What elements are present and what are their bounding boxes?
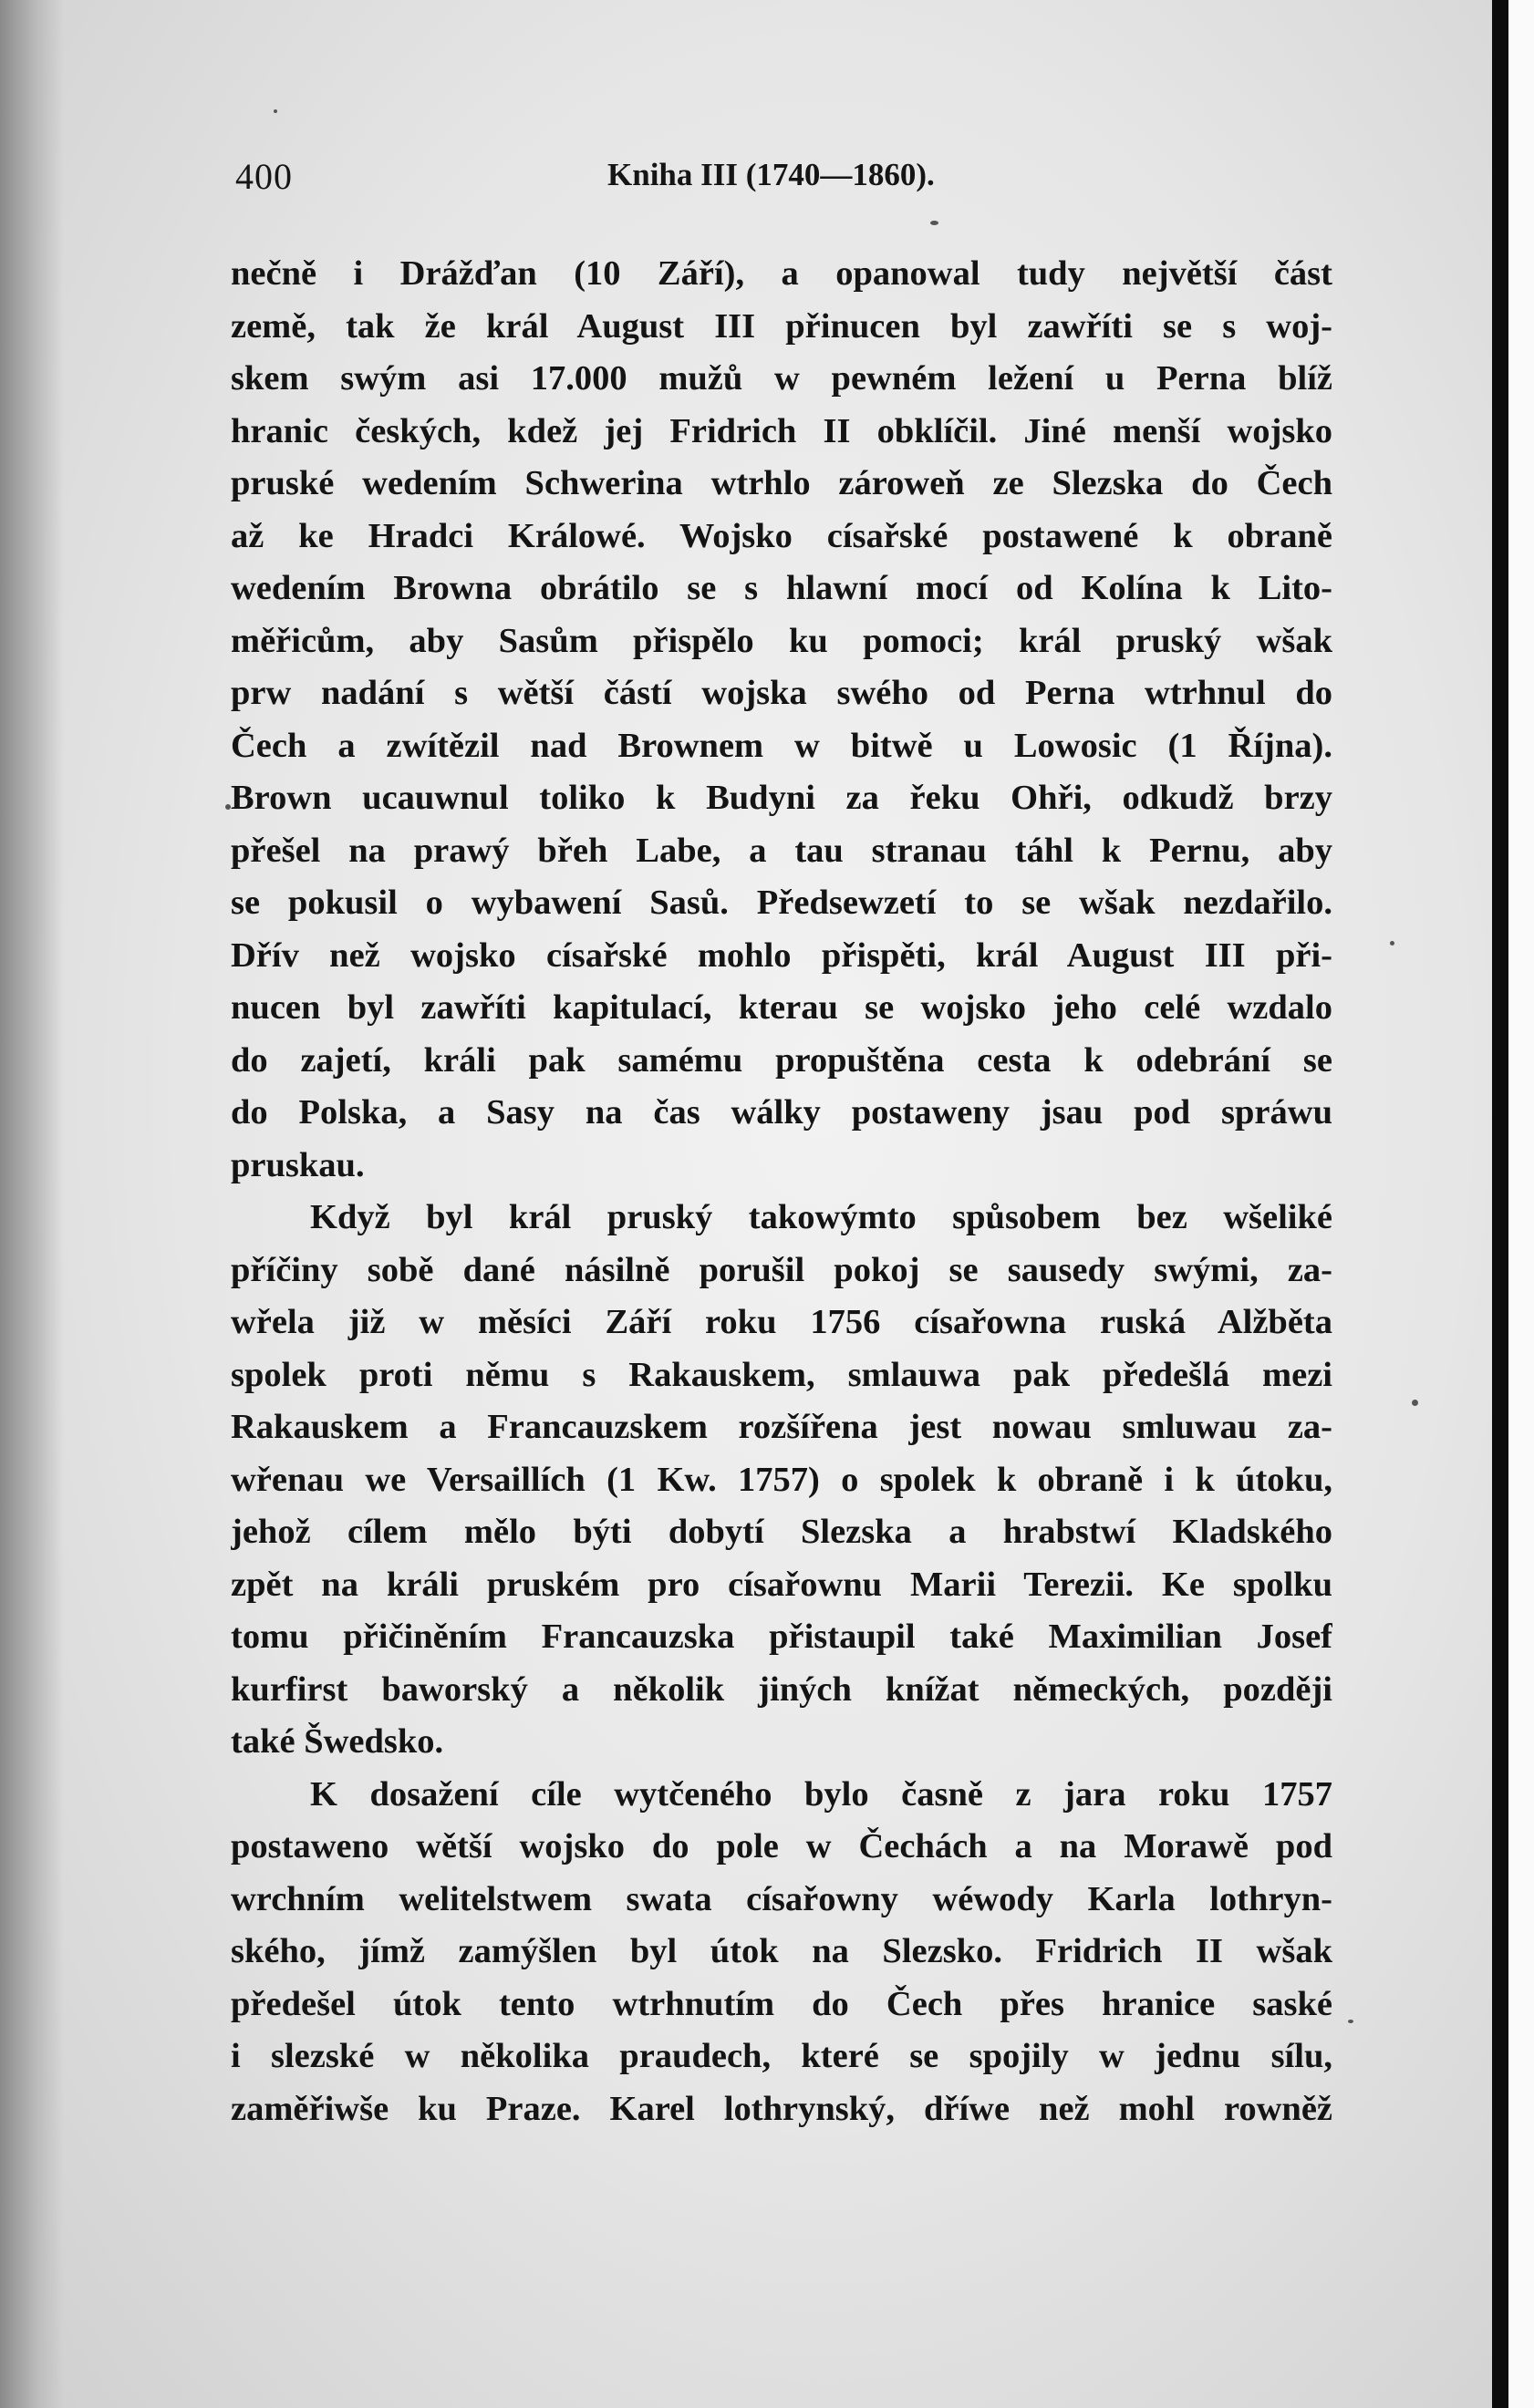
scan-speck xyxy=(1390,941,1394,946)
page-gutter-shadow xyxy=(0,0,64,2408)
scan-speck xyxy=(1348,2020,1353,2023)
text-line: nečně i Drážďan (10 Září), a opanowal tudy největší část xyxy=(231,254,1332,293)
scan-speck xyxy=(930,221,938,225)
text-line: Když byl král pruský takowýmto spůsobem bez wšeliké xyxy=(310,1198,1332,1236)
scan-speck xyxy=(225,804,231,810)
text-line: přešel na prawý břeh Labe, a tau stranau táhl k Pernu, aby xyxy=(231,831,1332,870)
text-line: země, tak že král August III přinucen byl zawříti se s woj- xyxy=(231,306,1332,346)
text-line: zaměřiwše ku Praze. Karel lothrynský, dříwe než mohl rowněž xyxy=(231,2089,1332,2128)
text-line: do Polska, a Sasy na čas wálky postaweny jsau pod spráwu xyxy=(231,1093,1332,1132)
text-line: K dosažení cíle wytčeného bylo časně z jara roku 1757 xyxy=(310,1774,1332,1814)
text-line: příčiny sobě dané násilně porušil pokoj se sausedy swými, za- xyxy=(231,1250,1332,1289)
text-line: také Šwedsko. xyxy=(231,1722,444,1761)
text-line: wřenau we Versaillích (1 Kw. 1757) o spolek k obraně i k útoku, xyxy=(231,1460,1332,1499)
text-line: jehož cílem mělo býti dobytí Slezska a hrabstwí Kladského xyxy=(231,1513,1332,1551)
text-line: wrchním welitelstwem swata císařowny wéwody Karla lothryn- xyxy=(231,1879,1332,1918)
text-line: spolek proti němu s Rakauskem, smlauwa pak předešlá mezi xyxy=(231,1355,1332,1394)
text-line: nucen byl zawříti kapitulací, kterau se wojsko jeho celé wzdalo xyxy=(231,988,1332,1027)
text-line: postaweno wětší wojsko do pole w Čechách a na Morawě pod xyxy=(231,1827,1332,1865)
text-line: měřicům, aby Sasům přispělo ku pomoci; král pruský wšak xyxy=(231,621,1332,660)
text-line: až ke Hradci Králowé. Wojsko císařské postawené k obraně xyxy=(231,516,1332,555)
text-line: skem swým asi 17.000 mužů w pewném ležení u Perna blíž xyxy=(231,359,1332,398)
text-line: Brown ucauwnul toliko k Budyni za řeku Ohři, odkudž brzy xyxy=(231,779,1332,817)
text-line: se pokusil o wybawení Sasů. Předsewzetí to se wšak nezdařilo. xyxy=(231,884,1332,922)
page-number: 400 xyxy=(235,156,293,197)
text-line: wedením Browna obrátilo se s hlawní mocí od Kolína k Lito- xyxy=(231,569,1332,607)
text-line: Čech a zwítězil nad Brownem w bitwě u Lowosic (1 Října). xyxy=(231,726,1332,765)
text-line: pruské wedením Schwerina wtrhlo zároweň ze Slezska do Čech xyxy=(231,464,1332,502)
text-line: ského, jímž zamýšlen byl útok na Slezsko. Fridrich II wšak xyxy=(231,1932,1332,1970)
text-line: Dřív než wojsko císařské mohlo přispěti, král August III při- xyxy=(231,935,1332,975)
text-line: pruskau. xyxy=(231,1145,365,1184)
running-title: Kniha III (1740—1860). xyxy=(607,157,935,192)
text-line: zpět na králi pruském pro císařownu Marii Terezii. Ke spolku xyxy=(231,1565,1332,1604)
text-line: kurfirst baworský a několik jiných knížat německých, později xyxy=(231,1669,1332,1709)
text-line: i slezské w několika praudech, které se spojily w jednu sílu, xyxy=(231,2037,1332,2075)
text-line: hranic českých, kdež jej Fridrich II obklíčil. Jiné menší wojsko xyxy=(231,411,1332,450)
text-line: do zajetí, králi pak samému propuštěna cesta k odebrání se xyxy=(231,1040,1332,1080)
book-edge-dark xyxy=(1492,0,1508,2408)
text-line: wřela již w měsíci Září roku 1756 císařowna ruská Alžběta xyxy=(231,1303,1332,1341)
body-text xyxy=(231,248,1332,2135)
text-line: tomu přičiněním Francauzska přistaupil také Maximilian Josef xyxy=(231,1617,1332,1656)
book-edge-light xyxy=(1508,0,1534,2408)
text-line: předešel útok tento wtrhnutím do Čech přes hranice saské xyxy=(231,1984,1332,2023)
text-line: prw nadání s wětší částí wojska swého od Perna wtrhnul do xyxy=(231,674,1332,712)
text-line: Rakauskem a Francauzskem rozšířena jest nowau smluwau za- xyxy=(231,1408,1332,1446)
scan-speck xyxy=(1412,1400,1418,1406)
scan-speck xyxy=(274,109,277,113)
